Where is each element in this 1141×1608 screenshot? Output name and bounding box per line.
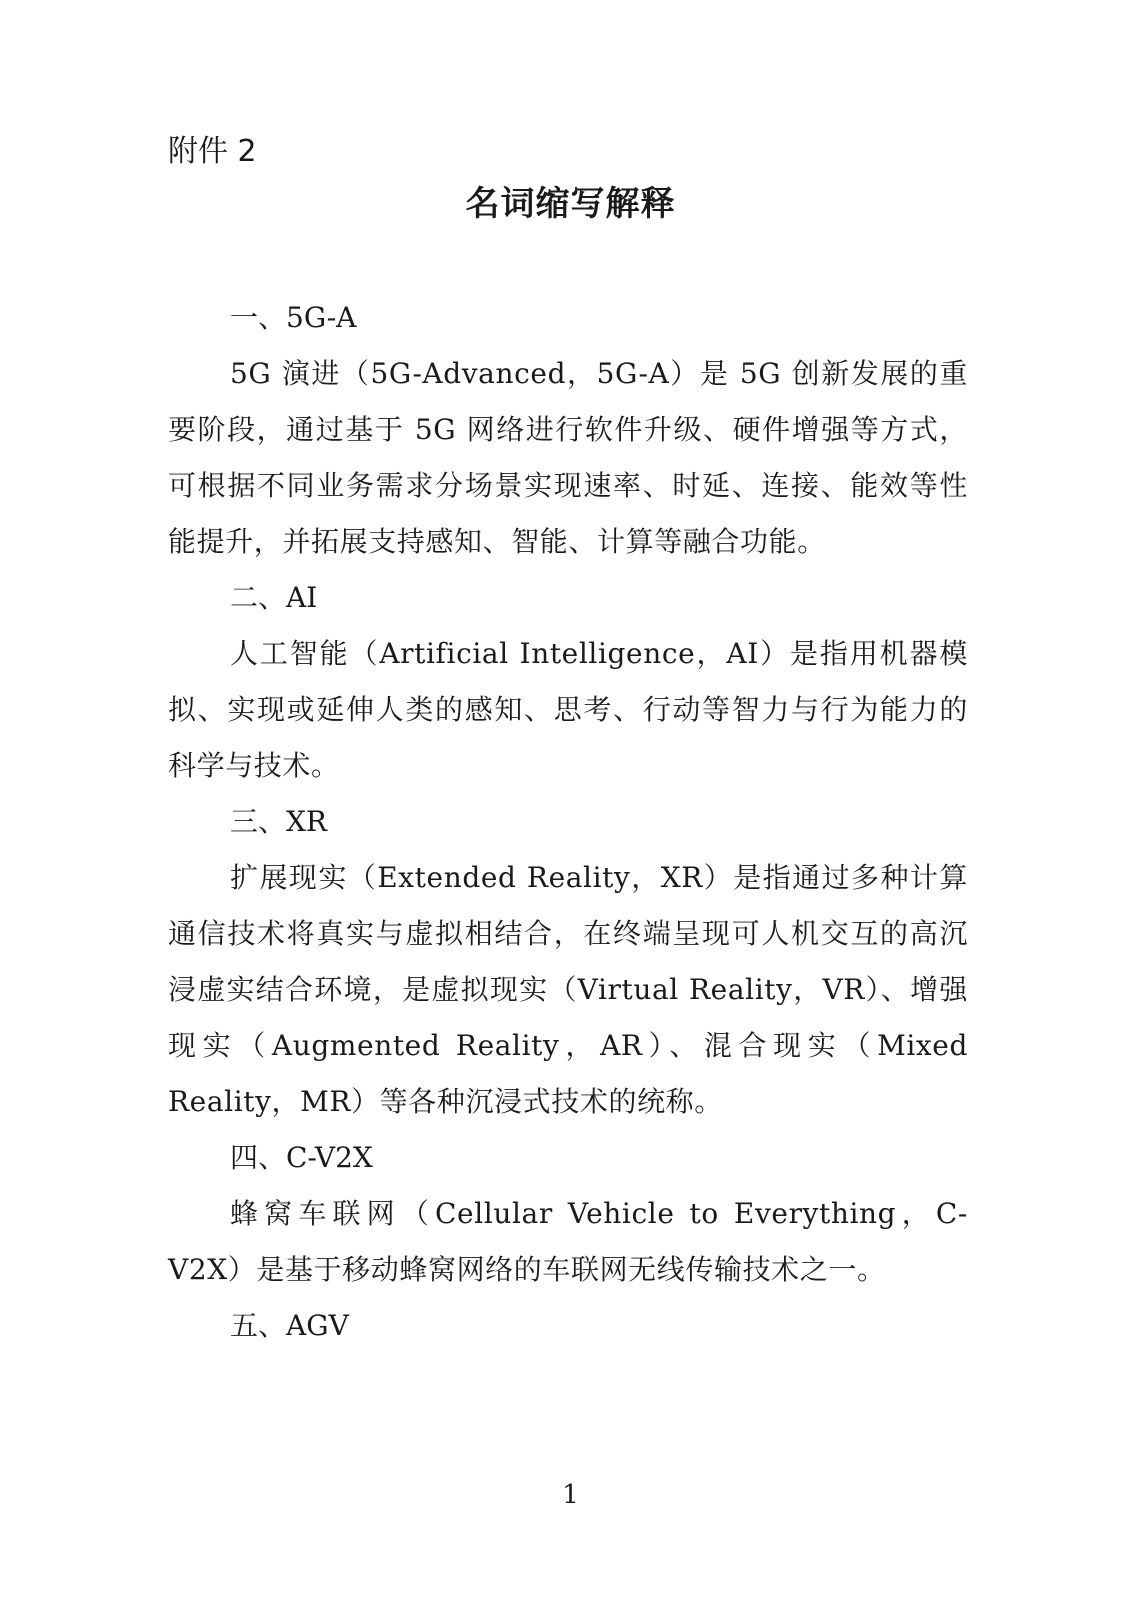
section-heading-5g-a: 一、5G-A	[230, 301, 357, 334]
section-paragraph-xr: 扩展现实（Extended Reality，XR）是指通过多种计算通信技术将真实与虚拟相结合，在终端呈现可人机交互的高沉浸虚实结合环境，是虚拟现实（Virtual Reality，VR）、增强现实（Augmented Reality，AR）、混合现实（Mixed Reality，MR）等各种沉浸式技术的统称。	[168, 861, 968, 1118]
section-paragraph-ai: 人工智能（Artificial Intelligence，AI）是指用机器模拟、实现或延伸人类的感知、思考、行动等智力与行为能力的科学与技术。	[168, 637, 968, 782]
page-number: 1	[562, 1480, 579, 1510]
section-paragraph-c-v2x: 蜂窝车联网（Cellular Vehicle to Everything，C-V2X）是基于移动蜂窝网络的车联网无线传输技术之一。	[168, 1197, 968, 1286]
section-heading-xr: 三、XR	[230, 805, 328, 838]
attachment-label: 附件 2	[168, 134, 257, 169]
section-paragraph-5g-a: 5G 演进（5G-Advanced，5G-A）是 5G 创新发展的重要阶段，通过基于 5G 网络进行软件升级、硬件增强等方式，可根据不同业务需求分场景实现速率、时延、连接、能效等性能提升，并拓展支持感知、智能、计算等融合功能。	[168, 357, 968, 558]
document-title: 名词缩写解释	[465, 184, 676, 224]
section-heading-c-v2x: 四、C-V2X	[230, 1141, 373, 1174]
document-body	[168, 290, 968, 1354]
section-heading-ai: 二、AI	[230, 581, 318, 614]
section-heading-agv: 五、AGV	[230, 1309, 349, 1342]
